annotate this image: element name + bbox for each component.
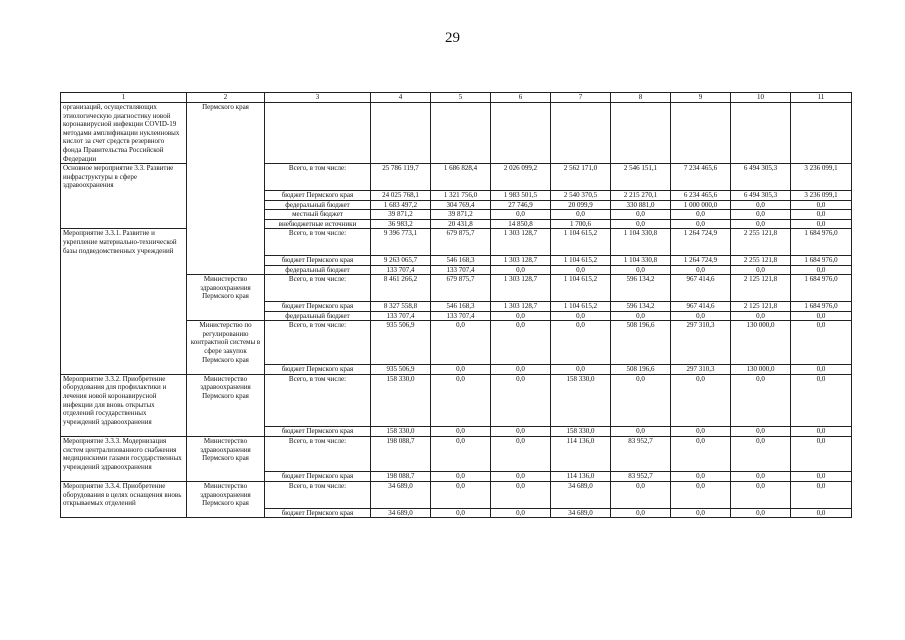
cell-y2019: 0,0	[431, 481, 491, 508]
cell-y2025	[791, 103, 852, 164]
cell-y2024: 0,0	[731, 427, 791, 437]
table-row	[61, 219, 852, 229]
cell-y2020: 0,0	[491, 436, 551, 471]
cell-y2020: 27 746,9	[491, 200, 551, 210]
cell-y2025: 1 684 976,0	[791, 275, 852, 302]
cell-activity: Мероприятие 3.3.2. Приобретение оборудования для профилактики и лечения новой коронавирусной инфекции для вновь открытых отделений государственных учреждений здравоохранения	[61, 374, 187, 427]
cell-y2024: 2 125 121,8	[731, 275, 791, 302]
cell-y2022: 0,0	[611, 311, 671, 321]
cell-total	[371, 103, 431, 164]
cell-source: федеральный бюджет	[265, 265, 371, 275]
cell-executor	[187, 472, 265, 482]
cell-y2022: 508 196,6	[611, 321, 671, 365]
cell-activity	[61, 508, 187, 518]
cell-y2022: 2 215 270,1	[611, 190, 671, 200]
column-header-3: 3	[265, 93, 371, 103]
table-row	[61, 311, 852, 321]
cell-source: бюджет Пермского края	[265, 190, 371, 200]
cell-y2021: 2 562 171,0	[551, 164, 611, 191]
cell-y2019: 0,0	[431, 508, 491, 518]
cell-executor: Пермского края	[187, 103, 265, 164]
cell-executor	[187, 200, 265, 210]
cell-y2020: 0,0	[491, 508, 551, 518]
cell-y2023: 0,0	[671, 219, 731, 229]
cell-y2023: 297 310,3	[671, 321, 731, 365]
cell-y2024: 0,0	[731, 311, 791, 321]
cell-total: 935 506,9	[371, 365, 431, 375]
cell-activity	[61, 219, 187, 229]
cell-y2025: 0,0	[791, 265, 852, 275]
cell-y2020: 0,0	[491, 427, 551, 437]
cell-executor	[187, 427, 265, 437]
cell-y2023: 1 000 000,0	[671, 200, 731, 210]
cell-y2024: 6 494 305,3	[731, 190, 791, 200]
table-row	[61, 256, 852, 266]
cell-total: 133 707,4	[371, 311, 431, 321]
cell-activity: организаций, осуществляющих этиологическую диагностику новой коронавирусной инфекции COVID-19 методами амплификации нуклеиновых кислот за счет средств резервного фонда Правительства Российской Федерации	[61, 103, 187, 164]
cell-total: 8 327 558,8	[371, 302, 431, 312]
table-row	[61, 190, 852, 200]
cell-y2023: 0,0	[671, 427, 731, 437]
cell-y2023: 0,0	[671, 472, 731, 482]
cell-y2020: 14 850,8	[491, 219, 551, 229]
cell-total: 34 689,0	[371, 508, 431, 518]
table-row	[61, 374, 852, 427]
cell-y2022: 0,0	[611, 210, 671, 220]
column-header-9: 9	[671, 93, 731, 103]
table-row	[61, 481, 852, 508]
column-header-7: 7	[551, 93, 611, 103]
column-header-5: 5	[431, 93, 491, 103]
table-row	[61, 164, 852, 191]
cell-y2023: 0,0	[671, 210, 731, 220]
cell-y2023	[671, 103, 731, 164]
column-header-8: 8	[611, 93, 671, 103]
cell-y2019	[431, 103, 491, 164]
cell-activity	[61, 210, 187, 220]
cell-y2020: 0,0	[491, 210, 551, 220]
cell-y2021: 114 136,0	[551, 436, 611, 471]
cell-y2021: 0,0	[551, 210, 611, 220]
table-row	[61, 472, 852, 482]
cell-y2025: 0,0	[791, 200, 852, 210]
cell-y2021: 158 330,0	[551, 427, 611, 437]
cell-activity	[61, 200, 187, 210]
cell-y2024: 2 255 121,8	[731, 256, 791, 266]
cell-source: Всего, в том числе:	[265, 481, 371, 508]
cell-y2021: 1 104 615,2	[551, 256, 611, 266]
cell-y2023: 967 414,6	[671, 275, 731, 302]
cell-y2023: 0,0	[671, 311, 731, 321]
cell-y2023: 6 234 465,6	[671, 190, 731, 200]
cell-y2025: 0,0	[791, 436, 852, 471]
cell-y2020: 0,0	[491, 374, 551, 427]
table-row	[61, 321, 852, 365]
cell-executor: Министерство здравоохранения Пермского края	[187, 374, 265, 427]
cell-total: 9 396 773,1	[371, 229, 431, 256]
cell-y2021: 1 700,6	[551, 219, 611, 229]
table-row	[61, 427, 852, 437]
cell-source: федеральный бюджет	[265, 200, 371, 210]
cell-y2019: 0,0	[431, 365, 491, 375]
cell-y2019: 0,0	[431, 436, 491, 471]
cell-y2025: 0,0	[791, 481, 852, 508]
cell-y2025: 0,0	[791, 472, 852, 482]
cell-source	[265, 103, 371, 164]
table-row	[61, 265, 852, 275]
cell-total: 198 088,7	[371, 472, 431, 482]
cell-total: 9 263 065,7	[371, 256, 431, 266]
cell-y2019: 1 686 828,4	[431, 164, 491, 191]
cell-y2019: 304 769,4	[431, 200, 491, 210]
cell-y2022: 0,0	[611, 427, 671, 437]
cell-y2020: 1 983 501,5	[491, 190, 551, 200]
cell-executor	[187, 256, 265, 266]
cell-y2019: 546 168,3	[431, 302, 491, 312]
cell-source: внебюджетные источники	[265, 219, 371, 229]
cell-activity	[61, 321, 187, 365]
cell-total: 133 707,4	[371, 265, 431, 275]
cell-activity	[61, 311, 187, 321]
cell-y2019: 0,0	[431, 472, 491, 482]
cell-executor: Министерство здравоохранения Пермского края	[187, 481, 265, 508]
budget-table-container	[60, 92, 851, 518]
cell-y2025: 1 684 976,0	[791, 302, 852, 312]
cell-y2020: 0,0	[491, 365, 551, 375]
cell-activity	[61, 275, 187, 302]
cell-y2024: 0,0	[731, 219, 791, 229]
cell-y2020: 1 303 128,7	[491, 229, 551, 256]
cell-y2024: 130 000,0	[731, 365, 791, 375]
cell-y2019: 0,0	[431, 427, 491, 437]
table-row	[61, 275, 852, 302]
cell-y2024: 0,0	[731, 472, 791, 482]
cell-executor	[187, 265, 265, 275]
cell-y2019: 39 871,2	[431, 210, 491, 220]
cell-source: Всего, в том числе:	[265, 436, 371, 471]
cell-y2024	[731, 103, 791, 164]
cell-y2021: 20 099,9	[551, 200, 611, 210]
table-row	[61, 200, 852, 210]
cell-y2023: 1 264 724,9	[671, 256, 731, 266]
cell-y2019: 1 321 756,0	[431, 190, 491, 200]
cell-activity	[61, 365, 187, 375]
cell-y2021: 0,0	[551, 365, 611, 375]
cell-source: местный бюджет	[265, 210, 371, 220]
cell-y2024: 0,0	[731, 436, 791, 471]
table-header	[61, 93, 852, 103]
budget-table	[60, 92, 852, 518]
cell-y2021: 1 104 615,2	[551, 229, 611, 256]
cell-y2023: 0,0	[671, 265, 731, 275]
cell-y2020: 0,0	[491, 321, 551, 365]
cell-y2021: 34 689,0	[551, 508, 611, 518]
cell-source: бюджет Пермского края	[265, 508, 371, 518]
cell-y2022: 0,0	[611, 265, 671, 275]
cell-total: 158 330,0	[371, 374, 431, 427]
cell-activity	[61, 472, 187, 482]
cell-executor	[187, 164, 265, 191]
cell-y2019: 133 707,4	[431, 265, 491, 275]
cell-y2024: 6 494 305,3	[731, 164, 791, 191]
cell-y2022: 2 546 151,1	[611, 164, 671, 191]
header-row	[61, 93, 852, 103]
cell-y2025: 0,0	[791, 321, 852, 365]
cell-total: 8 461 266,2	[371, 275, 431, 302]
cell-source: Всего, в том числе:	[265, 321, 371, 365]
cell-y2019: 0,0	[431, 374, 491, 427]
cell-y2024: 2 255 121,8	[731, 229, 791, 256]
column-header-11: 11	[791, 93, 852, 103]
cell-executor	[187, 190, 265, 200]
cell-activity	[61, 302, 187, 312]
cell-executor	[187, 210, 265, 220]
cell-y2024: 130 000,0	[731, 321, 791, 365]
cell-y2020: 1 303 128,7	[491, 256, 551, 266]
cell-source: бюджет Пермского края	[265, 302, 371, 312]
cell-source: бюджет Пермского края	[265, 472, 371, 482]
cell-y2021: 114 136,0	[551, 472, 611, 482]
cell-source: бюджет Пермского края	[265, 256, 371, 266]
cell-y2022: 1 104 330,8	[611, 229, 671, 256]
cell-total: 158 330,0	[371, 427, 431, 437]
cell-y2019: 679 875,7	[431, 229, 491, 256]
cell-total: 39 871,2	[371, 210, 431, 220]
cell-y2020: 0,0	[491, 265, 551, 275]
cell-y2020: 0,0	[491, 472, 551, 482]
cell-y2025: 0,0	[791, 311, 852, 321]
cell-y2023: 1 264 724,9	[671, 229, 731, 256]
cell-activity: Мероприятие 3.3.3. Модернизация систем централизованного снабжения медицинскими газами государственных учреждений здравоохранения	[61, 436, 187, 471]
cell-y2022: 330 881,0	[611, 200, 671, 210]
cell-y2024: 0,0	[731, 508, 791, 518]
column-header-2: 2	[187, 93, 265, 103]
cell-y2021: 0,0	[551, 265, 611, 275]
cell-y2021: 0,0	[551, 311, 611, 321]
cell-y2019: 679 875,7	[431, 275, 491, 302]
column-header-4: 4	[371, 93, 431, 103]
table-row	[61, 302, 852, 312]
cell-activity	[61, 190, 187, 200]
cell-executor	[187, 311, 265, 321]
cell-y2022: 508 196,6	[611, 365, 671, 375]
cell-executor	[187, 219, 265, 229]
cell-y2021: 34 689,0	[551, 481, 611, 508]
cell-executor	[187, 365, 265, 375]
cell-y2025: 0,0	[791, 219, 852, 229]
table-body	[61, 103, 852, 518]
cell-y2023: 0,0	[671, 508, 731, 518]
cell-total: 198 088,7	[371, 436, 431, 471]
cell-y2020: 1 303 128,7	[491, 275, 551, 302]
cell-y2023: 0,0	[671, 436, 731, 471]
cell-source: Всего, в том числе:	[265, 275, 371, 302]
cell-y2020	[491, 103, 551, 164]
cell-y2025: 0,0	[791, 374, 852, 427]
cell-y2021: 158 330,0	[551, 374, 611, 427]
cell-y2022: 0,0	[611, 374, 671, 427]
cell-activity: Мероприятие 3.3.4. Приобретение оборудования в целях оснащения вновь открываемых отделений	[61, 481, 187, 508]
cell-y2020: 1 303 128,7	[491, 302, 551, 312]
cell-source: Всего, в том числе:	[265, 229, 371, 256]
cell-total: 1 683 497,2	[371, 200, 431, 210]
cell-total: 34 689,0	[371, 481, 431, 508]
cell-total: 25 786 119,7	[371, 164, 431, 191]
cell-activity: Основное мероприятие 3.3. Развитие инфраструктуры в сфере здравоохранения	[61, 164, 187, 191]
cell-y2023: 7 234 465,6	[671, 164, 731, 191]
cell-executor: Министерство здравоохранения Пермского края	[187, 436, 265, 471]
cell-executor: Министерство по регулированию контрактной системы в сфере закупок Пермского края	[187, 321, 265, 365]
cell-y2023: 0,0	[671, 374, 731, 427]
cell-y2019: 546 168,3	[431, 256, 491, 266]
cell-y2024: 0,0	[731, 200, 791, 210]
cell-y2025: 0,0	[791, 210, 852, 220]
cell-y2019: 20 431,8	[431, 219, 491, 229]
cell-y2020: 0,0	[491, 481, 551, 508]
cell-y2022: 1 104 330,8	[611, 256, 671, 266]
page-number: 29	[445, 30, 460, 46]
table-row	[61, 210, 852, 220]
cell-y2023: 297 310,3	[671, 365, 731, 375]
cell-y2021: 0,0	[551, 321, 611, 365]
cell-source: бюджет Пермского края	[265, 365, 371, 375]
cell-y2024: 2 125 121,8	[731, 302, 791, 312]
cell-y2021	[551, 103, 611, 164]
cell-y2025: 1 684 976,0	[791, 229, 852, 256]
table-row	[61, 229, 852, 256]
cell-y2022	[611, 103, 671, 164]
cell-y2022: 596 134,2	[611, 275, 671, 302]
cell-y2022: 0,0	[611, 508, 671, 518]
cell-y2025: 0,0	[791, 508, 852, 518]
cell-y2025: 3 236 099,1	[791, 190, 852, 200]
cell-total: 36 983,2	[371, 219, 431, 229]
cell-y2022: 83 952,7	[611, 472, 671, 482]
cell-source: федеральный бюджет	[265, 311, 371, 321]
cell-executor	[187, 229, 265, 256]
cell-y2021: 2 540 370,5	[551, 190, 611, 200]
table-row	[61, 365, 852, 375]
cell-y2021: 1 104 615,2	[551, 302, 611, 312]
cell-y2020: 2 026 099,2	[491, 164, 551, 191]
table-row	[61, 103, 852, 164]
cell-y2019: 133 707,4	[431, 311, 491, 321]
cell-activity	[61, 265, 187, 275]
table-row	[61, 508, 852, 518]
cell-y2022: 83 952,7	[611, 436, 671, 471]
cell-y2021: 1 104 615,2	[551, 275, 611, 302]
cell-y2024: 0,0	[731, 265, 791, 275]
cell-source: бюджет Пермского края	[265, 427, 371, 437]
cell-y2019: 0,0	[431, 321, 491, 365]
cell-y2025: 3 236 099,1	[791, 164, 852, 191]
cell-y2024: 0,0	[731, 374, 791, 427]
cell-y2025: 1 684 976,0	[791, 256, 852, 266]
cell-executor	[187, 508, 265, 518]
cell-total: 24 025 768,1	[371, 190, 431, 200]
cell-y2022: 0,0	[611, 481, 671, 508]
cell-activity	[61, 256, 187, 266]
column-header-6: 6	[491, 93, 551, 103]
cell-source: Всего, в том числе:	[265, 164, 371, 191]
cell-y2022: 596 134,2	[611, 302, 671, 312]
cell-activity: Мероприятие 3.3.1. Развитие и укрепление материально-технической базы подведомственных учреждений	[61, 229, 187, 256]
cell-y2023: 967 414,6	[671, 302, 731, 312]
cell-executor: Министерство здравоохранения Пермского края	[187, 275, 265, 302]
column-header-1: 1	[61, 93, 187, 103]
cell-y2020: 0,0	[491, 311, 551, 321]
cell-source: Всего, в том числе:	[265, 374, 371, 427]
cell-total: 935 506,9	[371, 321, 431, 365]
cell-y2022: 0,0	[611, 219, 671, 229]
table-row	[61, 436, 852, 471]
cell-y2023: 0,0	[671, 481, 731, 508]
cell-y2025: 0,0	[791, 365, 852, 375]
cell-y2024: 0,0	[731, 481, 791, 508]
cell-y2024: 0,0	[731, 210, 791, 220]
column-header-10: 10	[731, 93, 791, 103]
cell-activity	[61, 427, 187, 437]
cell-executor	[187, 302, 265, 312]
cell-y2025: 0,0	[791, 427, 852, 437]
